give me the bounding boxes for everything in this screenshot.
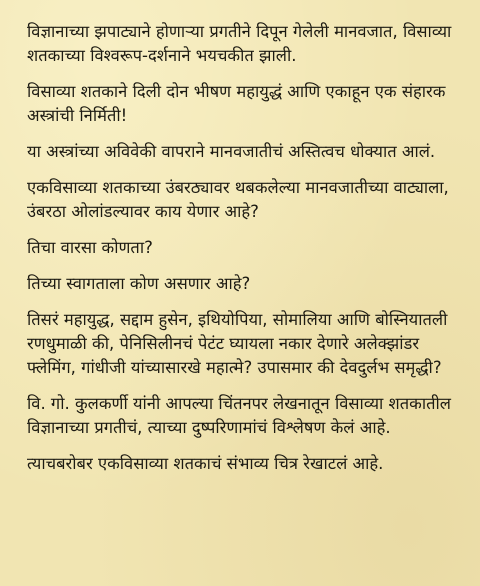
paragraph-9: त्याचबरोबर एकविसाव्या शतकाचं संभाव्य चित्र रेखाटलं आहे. <box>27 454 384 473</box>
paragraph-6: तिच्या स्वागताला कोण असणार आहे? <box>27 274 251 293</box>
paragraph-8: वि. गो. कुलकर्णी यांनी आपल्या चिंतनपर लेखनातून विसाव्या शतकातील विज्ञानाच्या प्रगतीचं, त्याच्या दुष्परिणामांचं विश्लेषण केलं आहे. <box>27 394 451 437</box>
paragraph-5: तिचा वारसा कोणता? <box>27 238 153 257</box>
paragraph-3: या अस्त्रांच्या अविवेकी वापराने मानवजातीचं अस्तित्वच धोक्यात आलं. <box>27 142 436 161</box>
paragraph-7: तिसरं महायुद्ध, सद्दाम हुसेन, इथियोपिया, सोमालिया आणि बोस्नियातली रणधुमाळी की, पेनिसिलीनचं पेटंट घ्यायला नकार देणारे अलेक्झांडर फ्लेमिंग, गांधीजी यांच्यासारखे महात्मे? उपासमार की देवदुर्लभ समृद्धी? <box>27 310 448 377</box>
paragraph-4: एकविसाव्या शतकाच्या उंबरठ्यावर थबकलेल्या मानवजातीच्या वाट्याला, उंबरठा ओलांडल्यावर काय येणार आहे? <box>27 178 449 221</box>
paragraph-1: विज्ञानाच्या झपाट्याने होणाऱ्या प्रगतीने दिपून गेलेली मानवजात, विसाव्या शतकाच्या विश्वरूप-दर्शनाने भयचकीत झाली. <box>27 22 452 65</box>
paragraph-2: विसाव्या शतकाने दिली दोन भीषण महायुद्धं आणि एकाहून एक संहारक अस्त्रांची निर्मिती! <box>27 82 446 125</box>
